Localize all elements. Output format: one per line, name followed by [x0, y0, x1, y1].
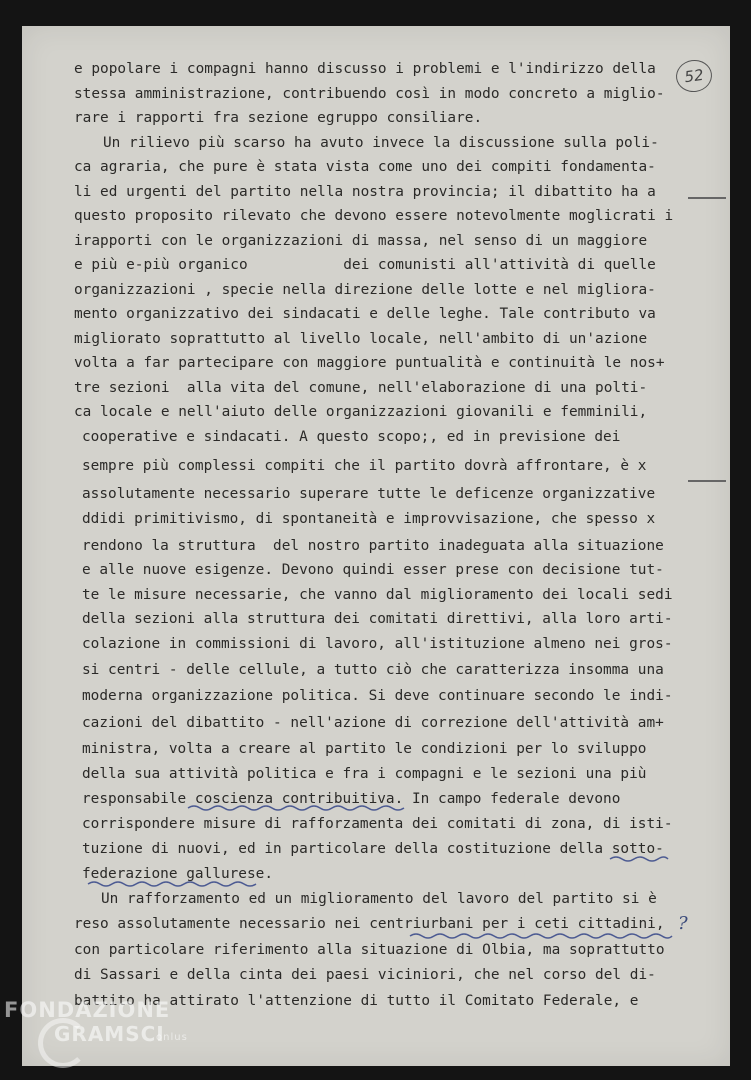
text-line: rendono la struttura del nostro partito inadeguata alla situazione	[82, 538, 664, 554]
text-line: Un rafforzamento ed un miglioramento del lavoro del partito si è	[101, 891, 657, 907]
text-line: federazione gallurese.	[82, 866, 274, 882]
text-line: stessa amministrazione, contribuendo così in modo concreto a miglio-	[74, 86, 665, 102]
text-line: rare i rapporti fra sezione egruppo consiliare.	[74, 110, 483, 126]
wavy-underline	[610, 857, 668, 861]
text-line: ca agraria, che pure è stata vista come uno dei compiti fondamenta-	[74, 159, 656, 175]
wavy-underline	[88, 882, 256, 886]
text-line: cooperative e sindacati. A questo scopo;, ed in previsione dei	[82, 429, 621, 445]
text-line: li ed urgenti del partito nella nostra provincia; il dibattito ha a	[74, 184, 656, 200]
text-line: questo proposito rilevato che devono essere notevolmente moglicrati i	[74, 208, 674, 224]
text-line: moderna organizzazione politica. Si deve continuare secondo le indi-	[82, 688, 673, 704]
text-line: battito ha attirato l'attenzione di tutto il Comitato Federale, e	[74, 993, 639, 1009]
text-line: migliorato soprattutto al livello locale, nell'ambito di un'azione	[74, 331, 648, 347]
text-line: della sezioni alla struttura dei comitati direttivi, alla loro arti-	[82, 611, 673, 627]
wavy-underline	[188, 806, 404, 810]
text-line: assolutamente necessario superare tutte le deficenze organizzative	[82, 486, 656, 502]
wavy-underline	[410, 934, 672, 938]
text-line: ministra, volta a creare al partito le condizioni per lo sviluppo	[82, 741, 647, 757]
text-line: e popolare i compagni hanno discusso i problemi e l'indirizzo della	[74, 61, 656, 77]
text-line: e più e-più organico dei comunisti all'attività di quelle	[74, 257, 656, 273]
text-line: colazione in commissioni di lavoro, all'istituzione almeno nei gros-	[82, 636, 673, 652]
text-line: si centri - delle cellule, a tutto ciò che caratterizza insomma una	[82, 662, 664, 678]
text-line: della sua attività politica e fra i compagni e le sezioni una più	[82, 766, 647, 782]
text-line: ddidi primitivismo, di spontaneità e improvvisazione, che spesso x	[82, 511, 656, 527]
text-line: sempre più complessi compiti che il partito dovrà affrontare, è x	[82, 458, 647, 474]
text-line: ca locale e nell'aiuto delle organizzazioni giovanili e femminili,	[74, 404, 648, 420]
text-line: volta a far partecipare con maggiore puntualità e continuità le nos+	[74, 355, 665, 371]
text-line: responsabile coscienza contribuitiva. In campo federale devono	[82, 791, 621, 807]
text-line: mento organizzativo dei sindacati e delle leghe. Tale contributo va	[74, 306, 656, 322]
page-number-stamp: 52	[674, 58, 714, 95]
handwritten-question-mark: ?	[678, 913, 688, 934]
text-line: irapporti con le organizzazioni di massa, nel senso di un maggiore	[74, 233, 648, 249]
text-line: cazioni del dibattito - nell'azione di correzione dell'attività am+	[82, 715, 664, 731]
text-line: di Sassari e della cinta dei paesi viciniori, che nel corso del di-	[74, 967, 656, 983]
text-line: corrispondere misure di rafforzamenta dei comitati di zona, di isti-	[82, 816, 673, 832]
text-line: Un rilievo più scarso ha avuto invece la discussione sulla poli-	[103, 135, 659, 151]
text-line: con particolare riferimento alla situazione di Olbia, ma soprattutto	[74, 942, 665, 958]
text-line: tre sezioni alla vita del comune, nell'elaborazione di una polti-	[74, 380, 648, 396]
text-line: organizzazioni , specie nella direzione delle lotte e nel migliora-	[74, 282, 656, 298]
text-line: e alle nuove esigenze. Devono quindi esser prese con decisione tut-	[82, 562, 664, 578]
text-line: te le misure necessarie, che vanno dal miglioramento dei locali sedi	[82, 587, 673, 603]
text-line: reso assolutamente necessario nei centriurbani per i ceti cittadini,	[74, 916, 665, 932]
text-line: tuzione di nuovi, ed in particolare della costituzione della sotto-	[82, 841, 664, 857]
